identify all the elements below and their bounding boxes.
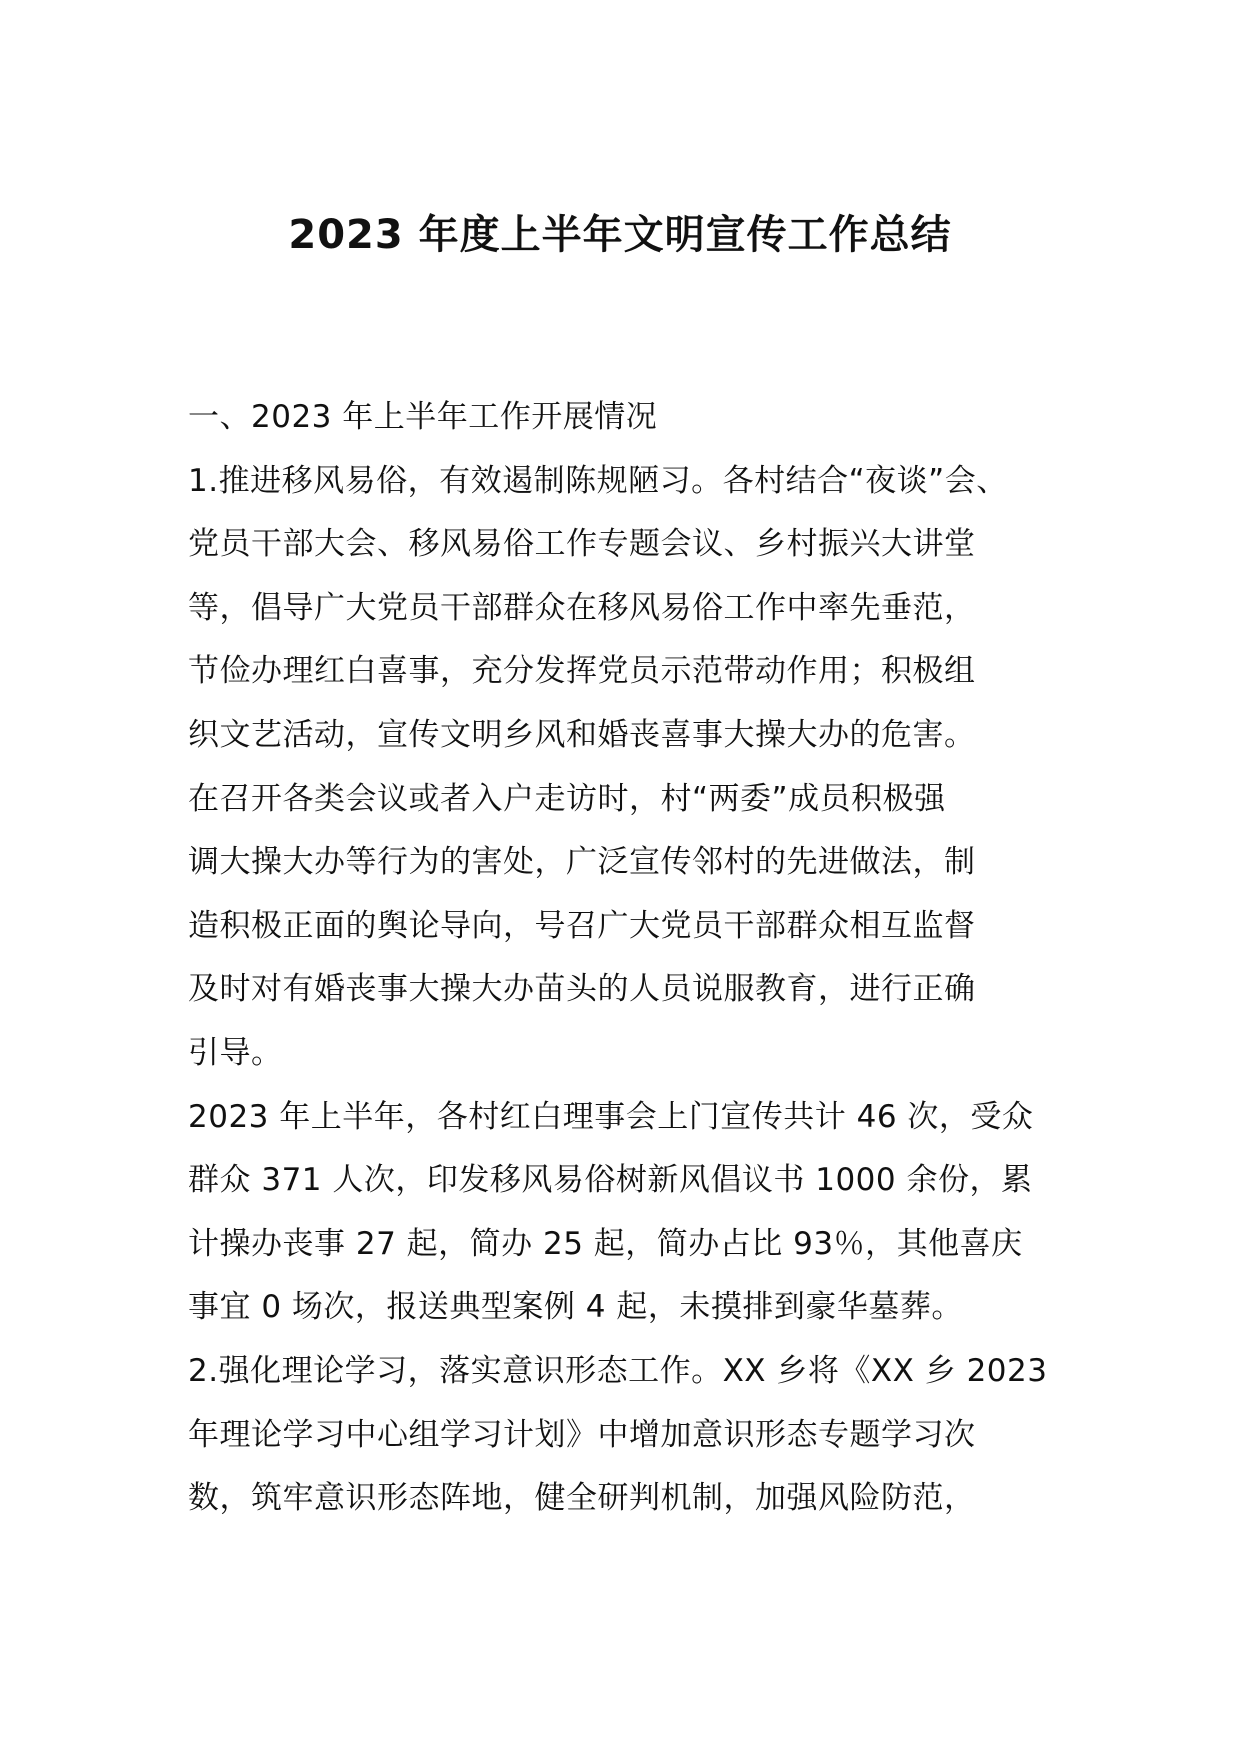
paragraph-line: 调大操大办等行为的害处，广泛宣传邻村的先进做法，制 bbox=[188, 844, 976, 881]
paragraph-line: 节俭办理红白喜事，充分发挥党员示范带动作用；积极组 bbox=[188, 653, 976, 690]
paragraph-line: 等，倡导广大党员干部群众在移风易俗工作中率先垂范， bbox=[188, 589, 976, 626]
paragraph-line: 及时对有婚丧事大操大办苗头的人员说服教育，进行正确 bbox=[188, 971, 976, 1008]
document-title: 2023 年度上半年文明宣传工作总结 bbox=[288, 212, 952, 258]
paragraph-line: 数，筑牢意识形态阵地，健全研判机制，加强风险防范， bbox=[188, 1480, 976, 1517]
paragraph-line: 2.强化理论学习，落实意识形态工作。XX 乡将《XX 乡 2023 bbox=[188, 1352, 1048, 1389]
document-body bbox=[188, 386, 1064, 1531]
paragraph-line: 计操办丧事 27 起，简办 25 起，简办占比 93％，其他喜庆 bbox=[188, 1225, 1023, 1262]
paragraph-line: 党员干部大会、移风易俗工作专题会议、乡村振兴大讲堂 bbox=[188, 526, 976, 563]
paragraph-line: 事宜 0 场次，报送典型案例 4 起，未摸排到豪华墓葬。 bbox=[188, 1289, 963, 1326]
paragraph-line: 造积极正面的舆论导向，号召广大党员干部群众相互监督 bbox=[188, 907, 976, 944]
paragraph-line: 年理论学习中心组学习计划》中增加意识形态专题学习次 bbox=[188, 1416, 976, 1453]
paragraph-line: 织文艺活动，宣传文明乡风和婚丧喜事大操大办的危害。 bbox=[188, 716, 976, 753]
section-heading: 一、2023 年上半年工作开展情况 bbox=[188, 399, 658, 435]
paragraph-line: 2023 年上半年，各村红白理事会上门宣传共计 46 次，受众 bbox=[188, 1098, 1034, 1135]
paragraph-line: 在召开各类会议或者入户走访时，村“两委”成员积极强 bbox=[188, 780, 946, 817]
paragraph-line: 群众 371 人次，印发移风易俗树新风倡议书 1000 余份，累 bbox=[188, 1162, 1033, 1199]
paragraph-line: 1.推进移风易俗，有效遏制陈规陋习。各村结合“夜谈”会、 bbox=[188, 462, 1008, 499]
paragraph-line: 引导。 bbox=[188, 1034, 283, 1071]
